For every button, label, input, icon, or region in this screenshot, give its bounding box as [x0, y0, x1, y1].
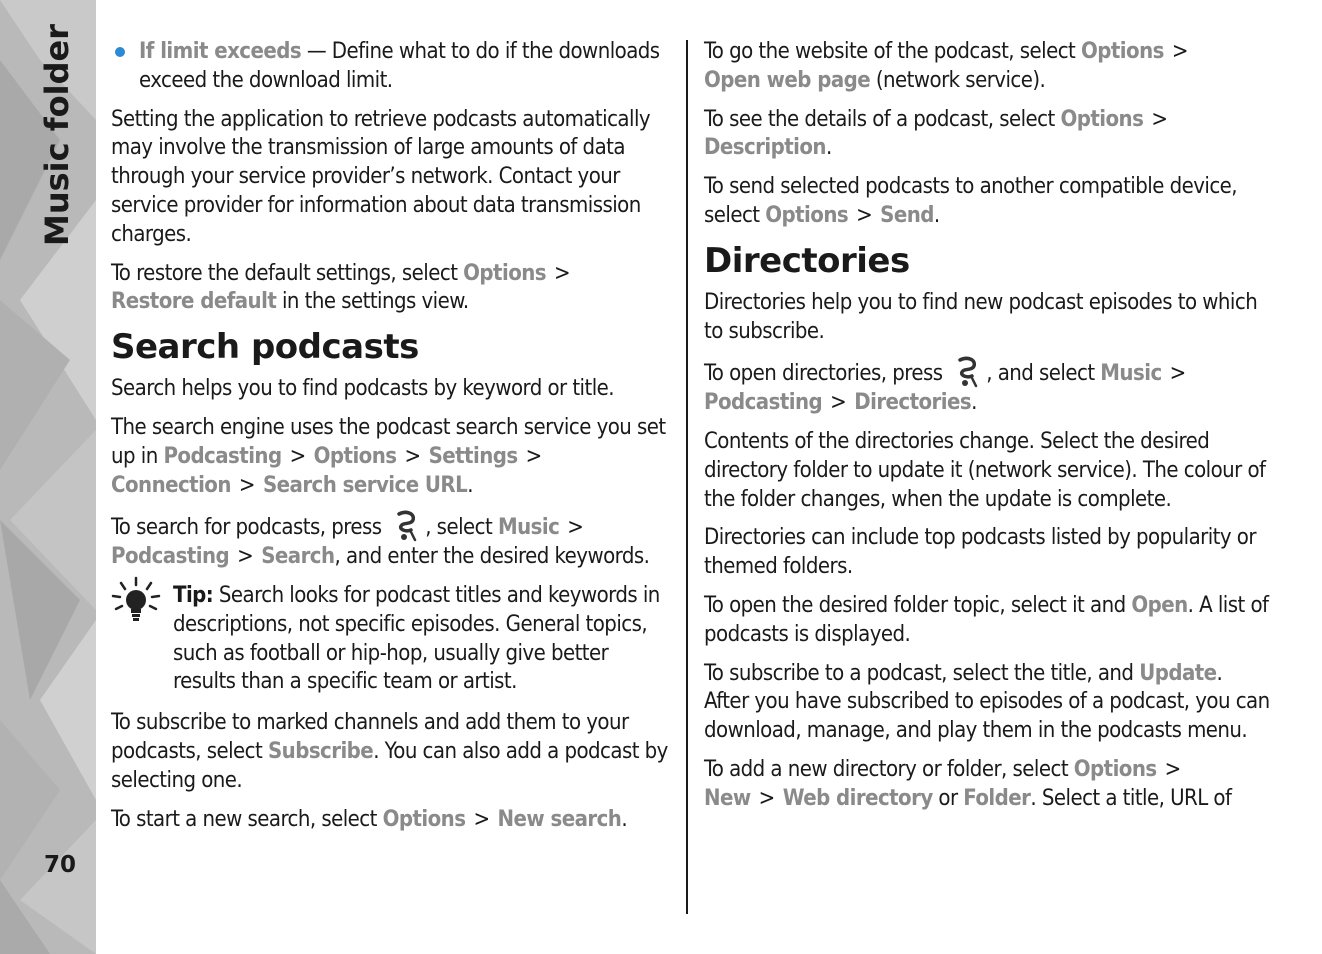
keyword: Music	[497, 515, 560, 541]
text-span: To go the website of the podcast, select	[704, 39, 1081, 64]
list-item	[111, 38, 676, 96]
text-span: >	[856, 202, 873, 228]
text-span: >	[525, 443, 542, 469]
text-span: . A list of podcasts is displayed.	[704, 592, 1269, 647]
text-span: To send selected podcasts to another compatible device, select	[704, 174, 1238, 228]
text-span: >	[554, 260, 571, 286]
paragraph	[704, 592, 1270, 650]
text-span: >	[830, 390, 847, 416]
keyword: Podcasting	[704, 390, 823, 416]
text-span: >	[1151, 106, 1168, 132]
keyword: Web directory	[782, 785, 933, 811]
paragraph	[704, 38, 1270, 96]
right-column	[704, 38, 1270, 824]
keyword: Options	[1060, 106, 1144, 132]
keyword: New	[704, 785, 751, 811]
text-span: , select	[425, 515, 498, 541]
heading: Directories	[704, 240, 910, 281]
paragraph	[704, 660, 1270, 746]
text-span: , and select	[986, 361, 1101, 387]
text-span: in the settings view.	[276, 289, 469, 315]
text-span: To start a new search, select	[111, 806, 383, 832]
keyword: Options	[1081, 39, 1164, 64]
paragraph	[111, 709, 676, 795]
bullet-dot-icon	[115, 47, 125, 57]
keyword: Open	[1131, 592, 1188, 618]
text-span: >	[1164, 756, 1181, 782]
keyword: Connection	[111, 472, 231, 498]
text-span: or	[932, 785, 964, 811]
section-title: Music folder	[38, 23, 76, 247]
tip-label: Tip:	[173, 582, 214, 608]
keyword: Restore default	[111, 289, 277, 315]
text-span: >	[473, 806, 490, 832]
keyword: Folder	[963, 785, 1031, 811]
text-span: >	[404, 443, 421, 469]
paragraph	[111, 510, 676, 572]
text-span: Search looks for podcast titles and keywords in descriptions, not specific episodes. General topics, such as football or hip-hop, usually give better results than a specific team or artist.	[173, 582, 660, 695]
text-span: >	[567, 515, 584, 541]
heading: Search podcasts	[111, 327, 419, 368]
text-span: To add a new directory or folder, select	[704, 756, 1074, 782]
text-span: To search for podcasts, press	[111, 515, 388, 541]
text-span: To see the details of a podcast, select	[704, 106, 1061, 132]
keyword: Search	[261, 544, 335, 570]
keyword: New search	[497, 806, 622, 832]
text-span: To subscribe to marked channels and add them to your podcasts, select	[111, 710, 629, 764]
paragraph: Setting the application to retrieve podcasts automatically may involve the transmission of large amounts of data through your service provider’s network. Contact your service provider for information about data transmission charges.	[111, 106, 651, 247]
paragraph: Directories can include top podcasts listed by popularity or themed folders.	[704, 525, 1256, 580]
text-span: .	[467, 472, 473, 498]
text-span: >	[289, 443, 306, 469]
paragraph	[704, 756, 1270, 814]
keyword: Directories	[854, 390, 972, 416]
text-span: .	[971, 390, 977, 416]
paragraph	[704, 356, 1270, 418]
paragraph	[704, 173, 1270, 231]
keyword: Music	[1100, 361, 1162, 387]
keyword: Subscribe	[267, 738, 374, 764]
keyword: Open web page	[704, 67, 871, 93]
text-span: .	[825, 135, 832, 161]
keyword: Options	[382, 806, 466, 832]
keyword: Options	[1073, 756, 1157, 782]
paragraph: Search helps you to find podcasts by keyword or title.	[111, 376, 615, 402]
sidebar	[0, 0, 96, 954]
text-span: .	[933, 202, 940, 228]
menu-key-icon	[393, 510, 419, 542]
keyword: Settings	[428, 443, 518, 469]
keyword: Search service URL	[262, 472, 468, 498]
text-span: The search engine uses the podcast search service you set up in	[111, 414, 666, 469]
keyword: If limit exceeds	[139, 39, 302, 64]
paragraph	[704, 106, 1270, 164]
menu-key-icon	[954, 356, 980, 388]
keyword: Options	[463, 260, 547, 286]
text-span: . Select a title, URL of	[1030, 785, 1232, 811]
text-span: >	[1171, 39, 1188, 64]
text-span: .	[621, 806, 628, 832]
left-column	[111, 38, 676, 844]
text-span: >	[237, 544, 254, 570]
text-span: , and enter the desired keywords.	[334, 544, 650, 570]
tip-lightbulb-icon	[111, 576, 161, 626]
paragraph	[111, 260, 676, 318]
keyword: Options	[313, 443, 397, 469]
text-span: To restore the default settings, select	[111, 260, 464, 286]
keyword: Options	[765, 202, 849, 228]
text-span: >	[238, 472, 255, 498]
keyword: Podcasting	[163, 443, 282, 469]
page-number: 70	[44, 852, 77, 878]
paragraph: Contents of the directories change. Select the desired directory folder to update it (network service). The colour of the folder changes, when the update is complete.	[704, 428, 1266, 512]
text-span: >	[1169, 361, 1186, 387]
tip-box	[111, 582, 676, 697]
text-span: — Define what to do if the downloads exceed the download limit.	[139, 39, 660, 93]
text-span: >	[758, 785, 775, 811]
text-span: To subscribe to a podcast, select the title, and	[704, 660, 1140, 686]
text-span: (network service).	[870, 67, 1046, 93]
paragraph: Directories help you to find new podcast episodes to which to subscribe.	[704, 289, 1258, 344]
paragraph	[111, 806, 676, 835]
text-span: To open the desired folder topic, select it and	[704, 592, 1132, 618]
paragraph	[111, 414, 676, 500]
keyword: Update	[1139, 660, 1217, 686]
keyword: Podcasting	[111, 544, 230, 570]
keyword: Send	[880, 202, 934, 228]
text-span: . You can also add a podcast by selecting one.	[111, 738, 668, 793]
text-span: . After you have subscribed to episodes of a podcast, you can download, manage, and play them in the podcasts menu.	[704, 660, 1270, 744]
column-divider	[686, 40, 688, 914]
keyword: Description	[704, 135, 826, 161]
text-span: To open directories, press	[704, 361, 949, 387]
